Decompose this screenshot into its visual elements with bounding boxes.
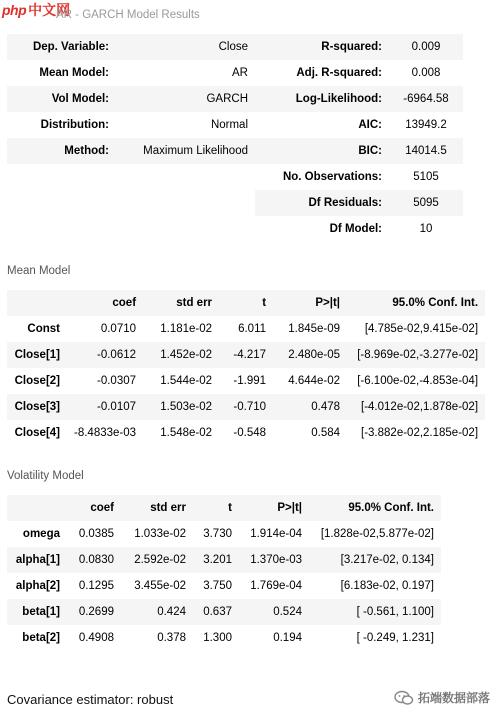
volatility-model-header: 95.0% Conf. Int.	[309, 495, 441, 521]
mean-model-cell: [4.785e-02,9.415e-02]	[364, 323, 479, 335]
covariance-estimator-text: Covariance estimator: robust	[7, 692, 174, 707]
mean-model-cell: [-6.100e-02,-4.853e-04]	[357, 375, 479, 387]
summary-value: 13949.2	[405, 119, 447, 131]
volatility-model-row	[7, 547, 441, 573]
summary-label: Dep. Variable:	[7, 34, 116, 60]
mean-model-cell: [-3.882e-02,2.185e-02]	[361, 427, 479, 439]
summary-label: R-squared:	[255, 34, 389, 60]
volatility-model-cell: 0.4908	[78, 632, 114, 644]
summary-value: 5105	[413, 171, 439, 183]
summary-label: No. Observations:	[282, 171, 382, 183]
volatility-model-cell: [6.183e-02, 0.197]	[340, 580, 434, 592]
mean-model-header	[7, 290, 67, 316]
volatility-model-cell: 1.914e-04	[250, 528, 302, 540]
volatility-model-cell: 3.201	[193, 547, 239, 573]
mean-model-cell: [-8.969e-02,-3.277e-02]	[347, 342, 485, 368]
volatility-model-cell: 3.455e-02	[134, 580, 186, 592]
volatility-model-caption: Volatility Model	[7, 470, 84, 482]
mean-model-row	[7, 368, 485, 394]
volatility-model-cell: 0.637	[193, 599, 239, 625]
volatility-model-cell: 0.2699	[67, 599, 121, 625]
logo-cn-text: 中文网	[28, 2, 71, 18]
volatility-model-row	[7, 573, 441, 599]
wechat-icon	[394, 690, 414, 706]
mean-model-cell: 4.644e-02	[288, 375, 341, 387]
summary-value: -6964.58	[389, 86, 463, 112]
summary-label	[7, 190, 116, 216]
mean-model-cell: [-4.012e-02,1.878e-02]	[347, 394, 485, 420]
logo-php-text: php	[2, 2, 27, 18]
volatility-model-table	[7, 495, 441, 651]
mean-model-row-label: Const	[27, 323, 60, 335]
summary-value: 0.009	[389, 34, 463, 60]
summary-row	[7, 112, 463, 138]
mean-model-row	[7, 394, 485, 420]
mean-model-cell: 0.478	[273, 394, 347, 420]
summary-row	[7, 190, 463, 216]
summary-value	[116, 216, 255, 242]
summary-value: Normal	[210, 119, 248, 131]
mean-model-row-label: Close[2]	[14, 375, 60, 387]
mean-model-row	[7, 342, 485, 368]
mean-model-cell: -0.548	[233, 427, 267, 439]
summary-value	[116, 190, 255, 216]
mean-model-cell: -0.710	[219, 394, 273, 420]
volatility-model-row-label: omega	[22, 528, 60, 540]
mean-model-header: std err	[143, 290, 219, 316]
mean-model-cell: 1.503e-02	[143, 394, 219, 420]
volatility-model-cell: 0.378	[157, 632, 186, 644]
watermark-text: 拓端数据部落	[417, 691, 490, 705]
summary-row	[7, 86, 463, 112]
mean-model-row	[7, 316, 485, 342]
mean-model-caption: Mean Model	[7, 265, 71, 277]
summary-row	[7, 60, 463, 86]
volatility-model-cell: [3.217e-02, 0.134]	[309, 547, 441, 573]
summary-value: 10	[419, 223, 433, 235]
watermark	[394, 689, 490, 706]
volatility-model-row	[7, 599, 441, 625]
summary-value: Close	[116, 34, 255, 60]
volatility-model-cell: 3.730	[203, 528, 232, 540]
volatility-model-cell: 0.0830	[67, 547, 121, 573]
mean-model-row-label: Close[4]	[14, 427, 60, 439]
volatility-model-row-label: beta[2]	[22, 632, 60, 644]
summary-label: BIC:	[255, 138, 389, 164]
volatility-model-cell: 1.769e-04	[250, 580, 302, 592]
volatility-model-cell: 0.424	[121, 599, 193, 625]
summary-label: Df Model:	[329, 223, 382, 235]
mean-model-row-label: Close[3]	[7, 394, 67, 420]
volatility-model-cell: 0.194	[273, 632, 302, 644]
mean-model-table	[7, 290, 485, 446]
mean-model-cell: 6.011	[238, 323, 267, 335]
summary-label: Mean Model:	[39, 67, 109, 79]
mean-model-row-label: Close[1]	[7, 342, 67, 368]
summary-label: Adj. R-squared:	[296, 67, 382, 79]
volatility-model-cell: [ -0.249, 1.231]	[356, 632, 434, 644]
summary-label: Method:	[7, 138, 116, 164]
volatility-model-cell: 1.033e-02	[134, 528, 186, 540]
model-results-title: AR - GARCH Model Results	[56, 9, 200, 21]
volatility-model-cell: 0.0385	[78, 528, 114, 540]
mean-model-header: coef	[67, 290, 143, 316]
mean-model-cell: 1.544e-02	[160, 375, 213, 387]
mean-model-cell: -0.0107	[67, 394, 143, 420]
mean-model-cell: 0.584	[311, 427, 341, 439]
summary-value: AR	[232, 67, 248, 79]
mean-model-header: P>|t|	[273, 290, 347, 316]
summary-value: 0.008	[411, 67, 441, 79]
summary-value: 5095	[389, 190, 463, 216]
mean-model-header: t	[219, 290, 273, 316]
summary-label: Df Residuals:	[255, 190, 389, 216]
volatility-model-row	[7, 625, 441, 651]
volatility-model-cell: [1.828e-02,5.877e-02]	[320, 528, 434, 540]
volatility-model-header	[7, 495, 67, 521]
summary-value	[116, 164, 255, 190]
mean-model-cell: 2.480e-05	[273, 342, 347, 368]
summary-value: Maximum Likelihood	[116, 138, 255, 164]
mean-model-cell: 1.548e-02	[160, 427, 213, 439]
volatility-model-cell: 0.524	[239, 599, 309, 625]
volatility-model-cell: 3.750	[203, 580, 232, 592]
volatility-model-header: t	[193, 495, 239, 521]
mean-model-cell: 1.452e-02	[143, 342, 219, 368]
mean-model-cell: 0.0710	[100, 323, 137, 335]
summary-label: Log-Likelihood:	[255, 86, 389, 112]
mean-model-cell: -0.0307	[97, 375, 137, 387]
summary-row	[7, 138, 463, 164]
mean-model-cell: -8.4833e-03	[74, 427, 137, 439]
mean-model-cell: -0.0612	[67, 342, 143, 368]
mean-model-cell: 1.845e-09	[288, 323, 341, 335]
volatility-model-cell: 0.1295	[78, 580, 114, 592]
summary-label: Vol Model:	[7, 86, 116, 112]
summary-table	[7, 34, 463, 242]
summary-value: 14014.5	[389, 138, 463, 164]
volatility-model-cell: [ -0.561, 1.100]	[309, 599, 441, 625]
summary-label: AIC:	[358, 119, 382, 131]
volatility-model-header: P>|t|	[239, 495, 309, 521]
volatility-model-row	[7, 521, 441, 547]
summary-label	[7, 216, 116, 242]
summary-row	[7, 216, 463, 242]
mean-model-row	[7, 420, 485, 446]
mean-model-cell: -1.991	[233, 375, 267, 387]
summary-row	[7, 34, 463, 60]
volatility-model-row-label: beta[1]	[7, 599, 67, 625]
summary-row	[7, 164, 463, 190]
volatility-model-header: coef	[67, 495, 121, 521]
mean-model-cell: 1.181e-02	[160, 323, 213, 335]
volatility-model-cell: 2.592e-02	[121, 547, 193, 573]
summary-label	[7, 164, 116, 190]
summary-value: GARCH	[116, 86, 255, 112]
volatility-model-header: std err	[121, 495, 193, 521]
summary-label: Distribution:	[40, 119, 109, 131]
volatility-model-row-label: alpha[2]	[15, 580, 60, 592]
volatility-model-row-label: alpha[1]	[7, 547, 67, 573]
volatility-model-cell: 1.370e-03	[239, 547, 309, 573]
volatility-model-cell: 1.300	[203, 632, 232, 644]
mean-model-cell: -4.217	[219, 342, 273, 368]
mean-model-header: 95.0% Conf. Int.	[347, 290, 485, 316]
